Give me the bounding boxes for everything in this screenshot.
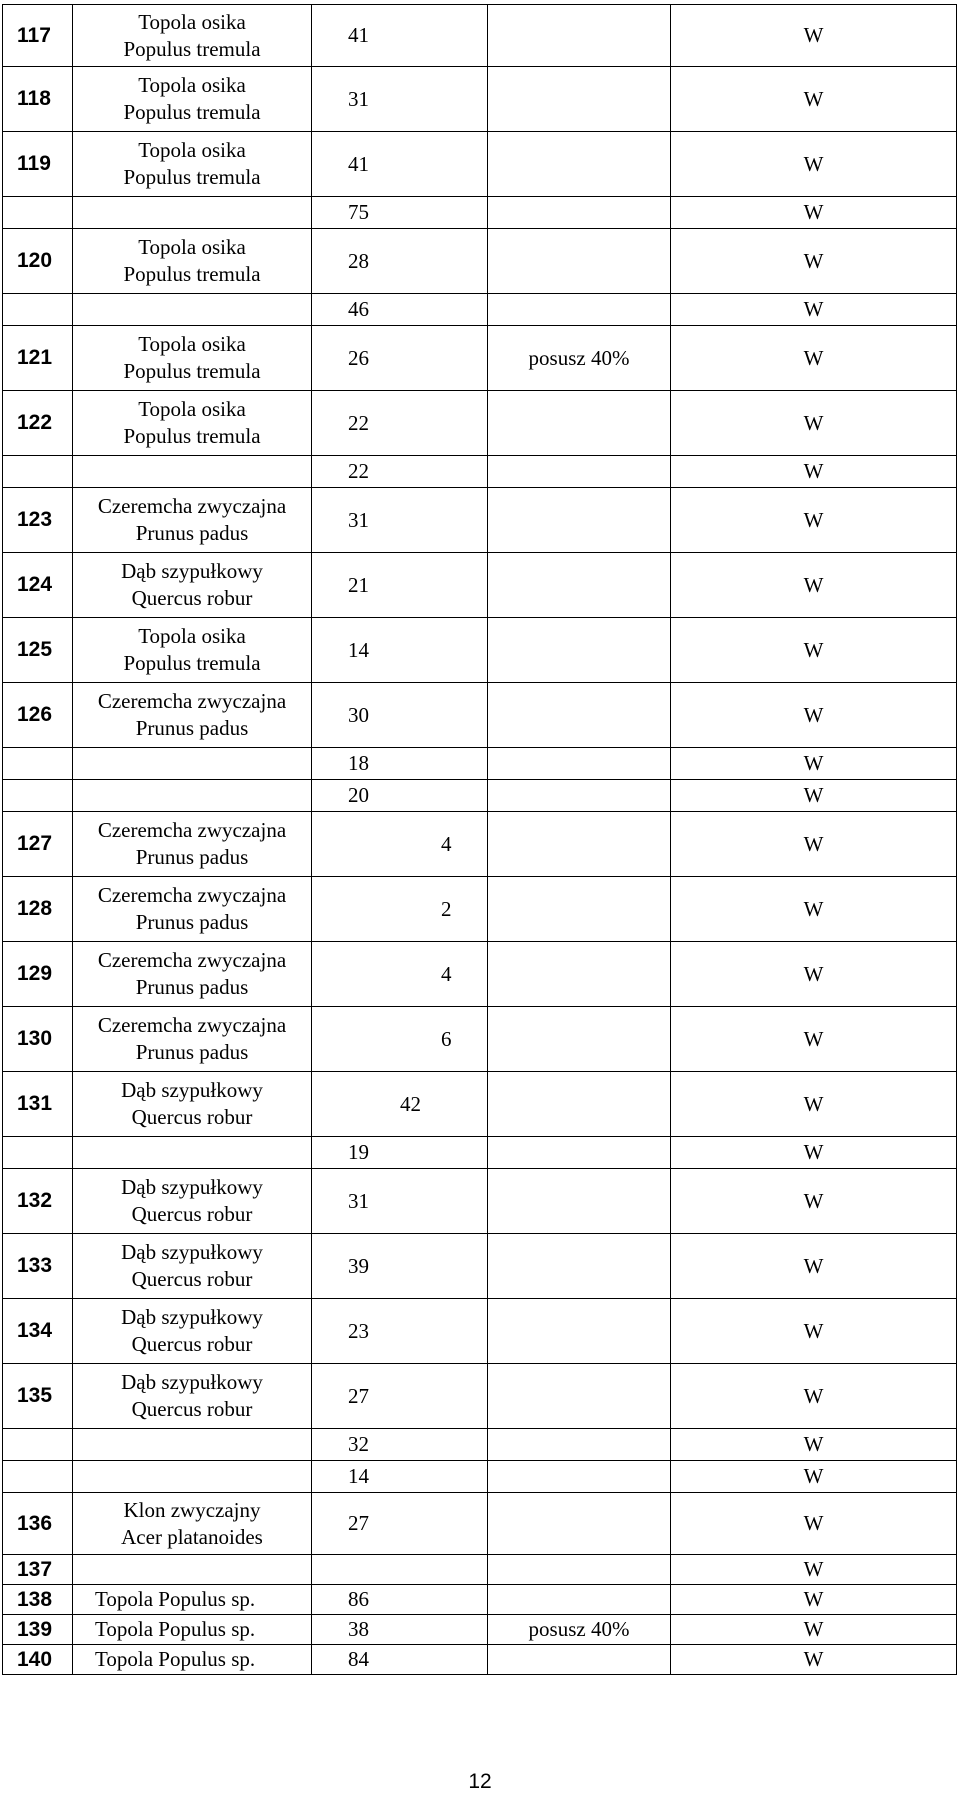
trunk-circumference: 30 xyxy=(312,683,488,748)
species-name xyxy=(73,1645,312,1675)
tree-number: 119 xyxy=(3,132,73,197)
condition-note xyxy=(488,488,671,553)
species-name xyxy=(73,67,312,132)
trunk-circumference: 41 xyxy=(312,132,488,197)
tree-number: 136 xyxy=(3,1493,73,1555)
decision-code: W xyxy=(671,488,957,553)
species-common-name: Dąb szypułkowy xyxy=(121,1240,263,1264)
decision-code: W xyxy=(671,1645,957,1675)
trunk-circumference: 31 xyxy=(312,67,488,132)
species-common-name: Topola Populus sp. xyxy=(95,1617,256,1641)
tree-number: 135 xyxy=(3,1364,73,1429)
trunk-circumference: 22 xyxy=(312,456,488,488)
decision-code: W xyxy=(671,877,957,942)
tree-number: 130 xyxy=(3,1007,73,1072)
trunk-circumference: 86 xyxy=(312,1585,488,1615)
species-name xyxy=(73,294,312,326)
tree-number: 138 xyxy=(3,1585,73,1615)
decision-code: W xyxy=(671,1493,957,1555)
species-name xyxy=(73,1137,312,1169)
tree-number: 125 xyxy=(3,618,73,683)
species-name xyxy=(73,780,312,812)
table-row xyxy=(3,780,957,812)
species-name xyxy=(73,812,312,877)
condition-note xyxy=(488,780,671,812)
decision-code: W xyxy=(671,1137,957,1169)
table-row xyxy=(3,1137,957,1169)
table-row xyxy=(3,1585,957,1615)
decision-code: W xyxy=(671,229,957,294)
species-name xyxy=(73,1555,312,1585)
tree-number: 126 xyxy=(3,683,73,748)
tree-number: 128 xyxy=(3,877,73,942)
species-name xyxy=(73,1364,312,1429)
trunk-circumference: 28 xyxy=(312,229,488,294)
species-common-name: Topola osika xyxy=(138,9,246,34)
decision-code: W xyxy=(671,1007,957,1072)
tree-number: 123 xyxy=(3,488,73,553)
species-name xyxy=(73,1072,312,1137)
condition-note xyxy=(488,1585,671,1615)
species-latin-name: Acer platanoides xyxy=(121,1524,263,1549)
decision-code: W xyxy=(671,1364,957,1429)
trunk-circumference: 4 xyxy=(312,812,488,877)
species-common-name: Topola osika xyxy=(138,397,246,421)
species-name xyxy=(73,197,312,229)
trunk-circumference: 22 xyxy=(312,391,488,456)
tree-number: 133 xyxy=(3,1234,73,1299)
table-row xyxy=(3,618,957,683)
species-latin-name: Quercus robur xyxy=(131,1332,253,1356)
species-name xyxy=(73,326,312,391)
condition-note xyxy=(488,1299,671,1364)
species-latin-name: Quercus robur xyxy=(131,1267,253,1291)
condition-note: posusz 40% xyxy=(488,326,671,391)
species-common-name: Dąb szypułkowy xyxy=(121,1078,263,1102)
trunk-circumference: 23 xyxy=(312,1299,488,1364)
species-latin-name: Prunus padus xyxy=(135,521,249,545)
species-common-name: Topola osika xyxy=(138,624,246,648)
species-latin-name: Prunus padus xyxy=(135,975,249,999)
species-common-name: Czeremcha zwyczajna xyxy=(97,689,287,713)
condition-note xyxy=(488,1137,671,1169)
species-name xyxy=(73,1493,312,1555)
species-latin-name: Prunus padus xyxy=(135,845,249,869)
condition-note xyxy=(488,1234,671,1299)
tree-number: 118 xyxy=(3,67,73,132)
table-row xyxy=(3,294,957,326)
decision-code: W xyxy=(671,1234,957,1299)
trunk-circumference: 31 xyxy=(312,488,488,553)
condition-note xyxy=(488,1429,671,1461)
condition-note xyxy=(488,683,671,748)
condition-note xyxy=(488,1461,671,1493)
condition-note xyxy=(488,197,671,229)
trunk-circumference: 38 xyxy=(312,1615,488,1645)
condition-note xyxy=(488,1555,671,1585)
trunk-circumference: 27 xyxy=(312,1493,488,1555)
tree-number xyxy=(3,1429,73,1461)
table-row xyxy=(3,748,957,780)
trunk-circumference: 84 xyxy=(312,1645,488,1675)
species-name xyxy=(73,618,312,683)
species-latin-name: Prunus padus xyxy=(135,910,249,934)
tree-number: 127 xyxy=(3,812,73,877)
condition-note xyxy=(488,812,671,877)
condition-note xyxy=(488,67,671,132)
tree-number: 129 xyxy=(3,942,73,1007)
species-name xyxy=(73,1007,312,1072)
tree-number: 140 xyxy=(3,1645,73,1675)
decision-code: W xyxy=(671,1169,957,1234)
species-name xyxy=(73,1585,312,1615)
tree-number: 121 xyxy=(3,326,73,391)
tree-number xyxy=(3,748,73,780)
decision-code: W xyxy=(671,197,957,229)
table-row xyxy=(3,488,957,553)
species-latin-name: Populus tremula xyxy=(123,651,261,675)
tree-number: 131 xyxy=(3,1072,73,1137)
tree-number: 124 xyxy=(3,553,73,618)
table-row xyxy=(3,1555,957,1585)
species-name xyxy=(73,1234,312,1299)
species-name xyxy=(73,942,312,1007)
trunk-circumference: 39 xyxy=(312,1234,488,1299)
table-row xyxy=(3,553,957,618)
decision-code: W xyxy=(671,1429,957,1461)
tree-inventory-sheet xyxy=(2,4,956,1675)
condition-note xyxy=(488,456,671,488)
species-latin-name: Prunus padus xyxy=(135,716,249,740)
decision-code: W xyxy=(671,1461,957,1493)
species-common-name: Klon zwyczajny xyxy=(123,1497,261,1522)
tree-number: 134 xyxy=(3,1299,73,1364)
page-number: 12 xyxy=(468,1770,492,1793)
trunk-circumference: 20 xyxy=(312,780,488,812)
tree-number: 120 xyxy=(3,229,73,294)
trunk-circumference: 21 xyxy=(312,553,488,618)
species-name xyxy=(73,748,312,780)
table-row xyxy=(3,1299,957,1364)
species-latin-name: Quercus robur xyxy=(131,1202,253,1226)
trunk-circumference: 42 xyxy=(312,1072,488,1137)
trunk-circumference: 2 xyxy=(312,877,488,942)
decision-code: W xyxy=(671,5,957,67)
species-name xyxy=(73,1299,312,1364)
tree-number: 137 xyxy=(3,1555,73,1585)
decision-code: W xyxy=(671,748,957,780)
condition-note xyxy=(488,1493,671,1555)
tree-number: 117 xyxy=(3,5,73,67)
table-row xyxy=(3,197,957,229)
trunk-circumference: 41 xyxy=(312,5,488,67)
trunk-circumference: 32 xyxy=(312,1429,488,1461)
decision-code: W xyxy=(671,942,957,1007)
species-common-name: Czeremcha zwyczajna xyxy=(97,883,287,907)
condition-note xyxy=(488,748,671,780)
tree-number xyxy=(3,1461,73,1493)
species-latin-name: Populus tremula xyxy=(123,100,261,124)
trunk-circumference: 31 xyxy=(312,1169,488,1234)
species-name xyxy=(73,229,312,294)
species-name xyxy=(73,683,312,748)
species-latin-name: Populus tremula xyxy=(123,359,261,383)
decision-code: W xyxy=(671,456,957,488)
species-latin-name: Populus tremula xyxy=(123,424,261,448)
table-row xyxy=(3,1364,957,1429)
species-common-name: Czeremcha zwyczajna xyxy=(97,494,287,518)
table-row xyxy=(3,229,957,294)
tree-number xyxy=(3,197,73,229)
decision-code: W xyxy=(671,294,957,326)
condition-note xyxy=(488,229,671,294)
tree-number xyxy=(3,780,73,812)
table-row xyxy=(3,1234,957,1299)
tree-number xyxy=(3,456,73,488)
table-row xyxy=(3,1007,957,1072)
species-common-name: Dąb szypułkowy xyxy=(121,1175,263,1199)
table-row xyxy=(3,1169,957,1234)
species-common-name: Czeremcha zwyczajna xyxy=(97,948,287,972)
table-row xyxy=(3,683,957,748)
table-row xyxy=(3,67,957,132)
decision-code: W xyxy=(671,132,957,197)
condition-note: posusz 40% xyxy=(488,1615,671,1645)
condition-note xyxy=(488,1072,671,1137)
decision-code: W xyxy=(671,1072,957,1137)
tree-number xyxy=(3,1137,73,1169)
decision-code: W xyxy=(671,326,957,391)
table-row xyxy=(3,1461,957,1493)
trunk-circumference: 4 xyxy=(312,942,488,1007)
species-common-name: Topola Populus sp. xyxy=(95,1647,256,1671)
table-row xyxy=(3,5,957,67)
condition-note xyxy=(488,942,671,1007)
species-common-name: Czeremcha zwyczajna xyxy=(97,818,287,842)
species-common-name: Dąb szypułkowy xyxy=(121,559,263,583)
species-latin-name: Quercus robur xyxy=(131,1397,253,1421)
species-common-name: Topola osika xyxy=(138,332,246,356)
table-row xyxy=(3,1429,957,1461)
species-common-name: Topola osika xyxy=(138,138,246,162)
table-row xyxy=(3,1493,957,1555)
tree-inventory-table xyxy=(2,4,957,1675)
species-name xyxy=(73,877,312,942)
trunk-circumference: 14 xyxy=(312,1461,488,1493)
trunk-circumference: 46 xyxy=(312,294,488,326)
trunk-circumference xyxy=(312,1555,488,1585)
table-row xyxy=(3,812,957,877)
species-name xyxy=(73,1169,312,1234)
decision-code: W xyxy=(671,1299,957,1364)
species-name xyxy=(73,132,312,197)
table-row xyxy=(3,1072,957,1137)
trunk-circumference: 6 xyxy=(312,1007,488,1072)
species-common-name: Topola Populus sp. xyxy=(95,1587,256,1611)
condition-note xyxy=(488,391,671,456)
species-name xyxy=(73,1429,312,1461)
species-common-name: Topola osika xyxy=(138,235,246,259)
species-name xyxy=(73,1461,312,1493)
condition-note xyxy=(488,1169,671,1234)
species-name xyxy=(73,488,312,553)
species-latin-name: Populus tremula xyxy=(123,262,261,286)
trunk-circumference: 27 xyxy=(312,1364,488,1429)
table-row xyxy=(3,456,957,488)
tree-number: 139 xyxy=(3,1615,73,1645)
table-row xyxy=(3,132,957,197)
table-row xyxy=(3,877,957,942)
species-common-name: Dąb szypułkowy xyxy=(121,1370,263,1394)
decision-code: W xyxy=(671,553,957,618)
decision-code: W xyxy=(671,812,957,877)
trunk-circumference: 14 xyxy=(312,618,488,683)
species-common-name: Topola osika xyxy=(138,73,246,97)
decision-code: W xyxy=(671,1615,957,1645)
species-name xyxy=(73,5,312,67)
decision-code: W xyxy=(671,391,957,456)
table-row xyxy=(3,1645,957,1675)
table-row xyxy=(3,391,957,456)
condition-note xyxy=(488,1364,671,1429)
table-row xyxy=(3,326,957,391)
species-latin-name: Prunus padus xyxy=(135,1040,249,1064)
condition-note xyxy=(488,618,671,683)
condition-note xyxy=(488,1007,671,1072)
decision-code: W xyxy=(671,683,957,748)
condition-note xyxy=(488,294,671,326)
tree-number xyxy=(3,294,73,326)
species-name xyxy=(73,1615,312,1645)
species-latin-name: Populus tremula xyxy=(123,165,261,189)
condition-note xyxy=(488,1645,671,1675)
decision-code: W xyxy=(671,1585,957,1615)
species-latin-name: Populus tremula xyxy=(123,36,261,61)
species-common-name: Dąb szypułkowy xyxy=(121,1305,263,1329)
table-row xyxy=(3,1615,957,1645)
condition-note xyxy=(488,553,671,618)
condition-note xyxy=(488,5,671,67)
trunk-circumference: 19 xyxy=(312,1137,488,1169)
tree-number: 132 xyxy=(3,1169,73,1234)
species-latin-name: Quercus robur xyxy=(131,1105,253,1129)
species-name xyxy=(73,553,312,618)
decision-code: W xyxy=(671,1555,957,1585)
condition-note xyxy=(488,132,671,197)
tree-number: 122 xyxy=(3,391,73,456)
species-latin-name: Quercus robur xyxy=(131,586,253,610)
species-name xyxy=(73,456,312,488)
table-body xyxy=(3,5,957,1675)
table-row xyxy=(3,942,957,1007)
trunk-circumference: 18 xyxy=(312,748,488,780)
species-common-name: Czeremcha zwyczajna xyxy=(97,1013,287,1037)
decision-code: W xyxy=(671,780,957,812)
decision-code: W xyxy=(671,67,957,132)
decision-code: W xyxy=(671,618,957,683)
trunk-circumference: 75 xyxy=(312,197,488,229)
trunk-circumference: 26 xyxy=(312,326,488,391)
condition-note xyxy=(488,877,671,942)
species-name xyxy=(73,391,312,456)
